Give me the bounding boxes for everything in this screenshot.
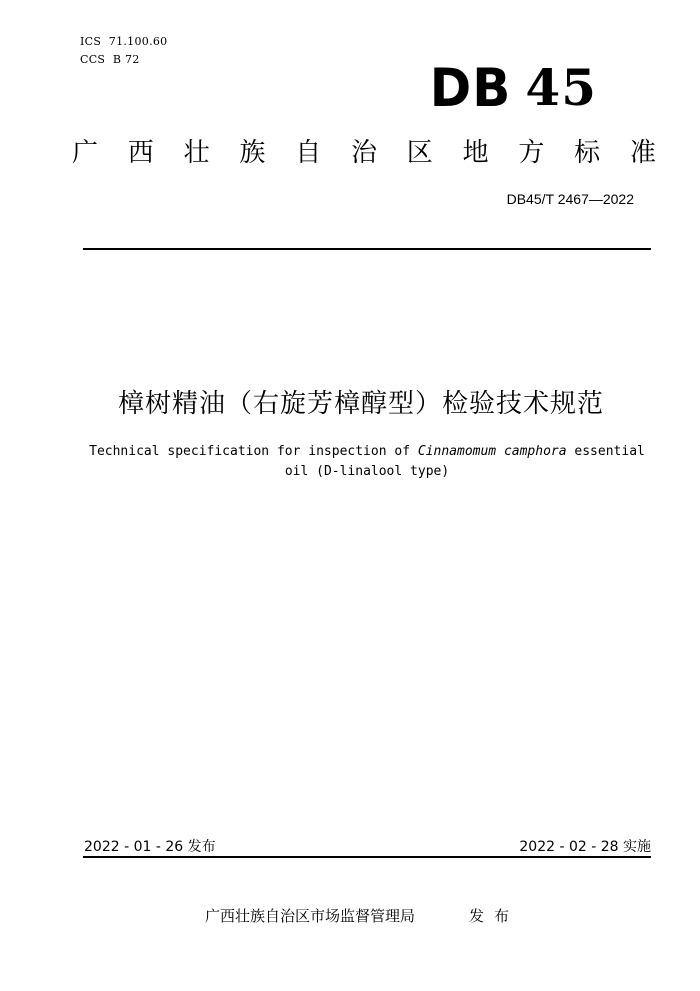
- logo-number-text: 45: [525, 58, 597, 117]
- db45-logo: [430, 58, 597, 118]
- standard-type-char: 标: [574, 138, 601, 168]
- ics-code: ICS 71.100.60: [80, 35, 168, 48]
- standard-type-char: 自: [295, 138, 322, 168]
- standard-type-char: 壮: [183, 138, 210, 168]
- title-english-part: essential oil (D-linalool type): [284, 444, 645, 479]
- issuer-action: 发布: [469, 907, 520, 925]
- standard-type-char: 区: [406, 138, 433, 168]
- issue-date: 2022 - 01 - 26 发布: [84, 839, 216, 855]
- standard-type-char: 族: [239, 138, 266, 168]
- title-english: [82, 442, 652, 482]
- bottom-divider: [83, 856, 651, 858]
- ccs-code: CCS B 72: [80, 53, 140, 66]
- standard-type-char: 地: [462, 138, 489, 168]
- top-divider: [83, 248, 651, 250]
- standard-type-heading: [72, 132, 656, 169]
- standard-type-char: 治: [350, 138, 377, 168]
- title-chinese: 樟树精油（右旋芳樟醇型）检验技术规范: [117, 389, 604, 419]
- implementation-date: 2022 - 02 - 28 实施: [519, 839, 651, 855]
- standard-code: DB45/T 2467—2022: [506, 191, 634, 207]
- standard-type-char: 广: [72, 138, 99, 168]
- issuing-authority: 广西壮族自治区市场监督管理局: [205, 907, 416, 925]
- standard-type-char: 西: [127, 138, 154, 168]
- title-english-latin-name: Cinnamomum camphora: [417, 444, 567, 459]
- logo-db-text: DB: [429, 57, 512, 119]
- title-english-part: Technical specification for inspection of: [89, 444, 418, 459]
- standard-type-char: 方: [518, 138, 545, 168]
- standard-type-char: 准: [629, 138, 656, 168]
